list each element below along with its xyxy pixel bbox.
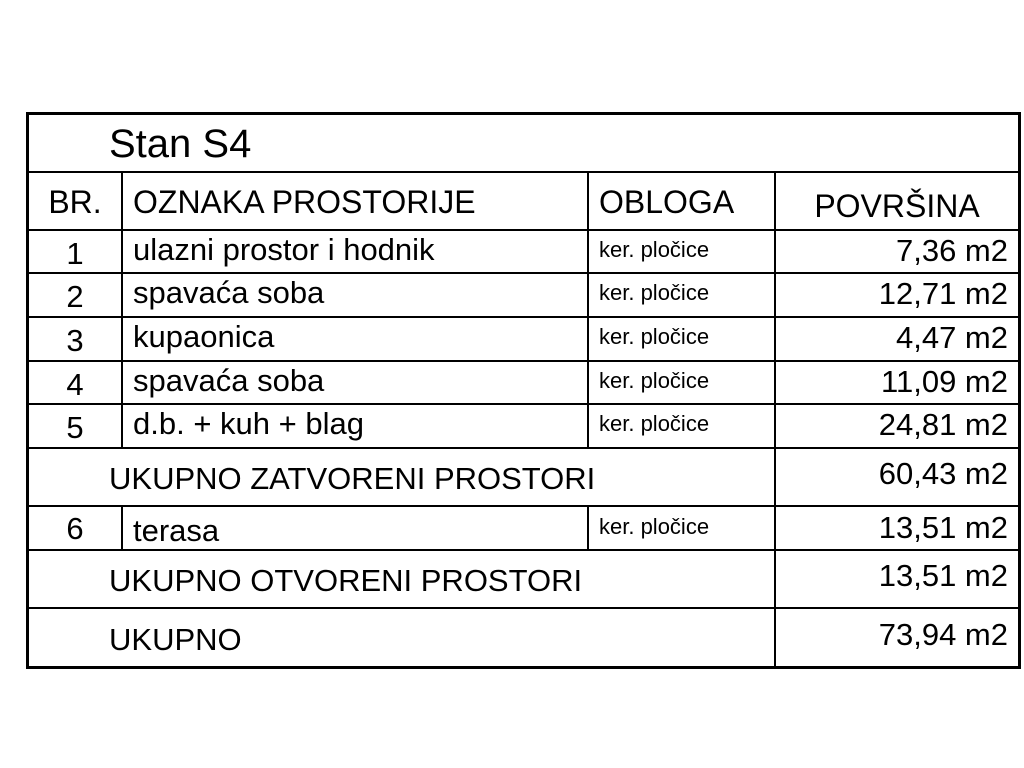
grand-total-row — [29, 609, 1018, 666]
row-room: ulazni prostor i hodnik — [121, 231, 587, 272]
table-title: Stan S4 — [109, 122, 252, 166]
title-row — [29, 115, 1018, 173]
row-room: spavaća soba — [121, 274, 587, 316]
row-finish: ker. pločice — [587, 231, 774, 272]
header-no: BR. — [48, 184, 102, 220]
row-finish: ker. pločice — [587, 318, 774, 360]
row-finish: ker. pločice — [587, 274, 774, 316]
grand-total-label: UKUPNO — [109, 622, 242, 657]
open-total-area: 13,51 m2 — [774, 551, 1018, 607]
row-number: 1 — [66, 236, 84, 271]
open-total-label: UKUPNO OTVORENI PROSTORI — [109, 563, 583, 598]
row-area: 11,09 m2 — [774, 362, 1018, 403]
row-finish: ker. pločice — [587, 405, 774, 447]
grand-total-area: 73,94 m2 — [774, 609, 1018, 666]
closed-total-row — [29, 449, 1018, 507]
header-room: OZNAKA PROSTORIJE — [121, 173, 587, 229]
table-row — [29, 231, 1018, 274]
row-finish: ker. pločice — [587, 507, 774, 549]
open-total-row — [29, 551, 1018, 609]
row-room: spavaća soba — [121, 362, 587, 403]
header-area: POVRŠINA — [774, 173, 1018, 229]
header-row — [29, 173, 1018, 231]
row-area: 7,36 m2 — [774, 231, 1018, 272]
row-number: 3 — [66, 323, 84, 358]
row-number: 4 — [66, 367, 84, 402]
header-finish: OBLOGA — [587, 173, 774, 229]
area-table — [26, 112, 1021, 669]
row-area: 4,47 m2 — [774, 318, 1018, 360]
row-area: 24,81 m2 — [774, 405, 1018, 447]
closed-total-area: 60,43 m2 — [774, 449, 1018, 505]
row-room: kupaonica — [121, 318, 587, 360]
row-finish: ker. pločice — [587, 362, 774, 403]
row-number: 6 — [66, 511, 84, 546]
row-area: 12,71 m2 — [774, 274, 1018, 316]
table-row — [29, 274, 1018, 318]
table-row — [29, 318, 1018, 362]
row-number: 2 — [66, 279, 84, 314]
closed-total-label: UKUPNO ZATVORENI PROSTORI — [109, 461, 596, 496]
table-row — [29, 362, 1018, 405]
table-row — [29, 405, 1018, 449]
table-row — [29, 507, 1018, 551]
row-room: terasa — [121, 507, 587, 549]
row-area: 13,51 m2 — [774, 507, 1018, 549]
row-number: 5 — [66, 410, 84, 445]
row-room: d.b. + kuh + blag — [121, 405, 587, 447]
